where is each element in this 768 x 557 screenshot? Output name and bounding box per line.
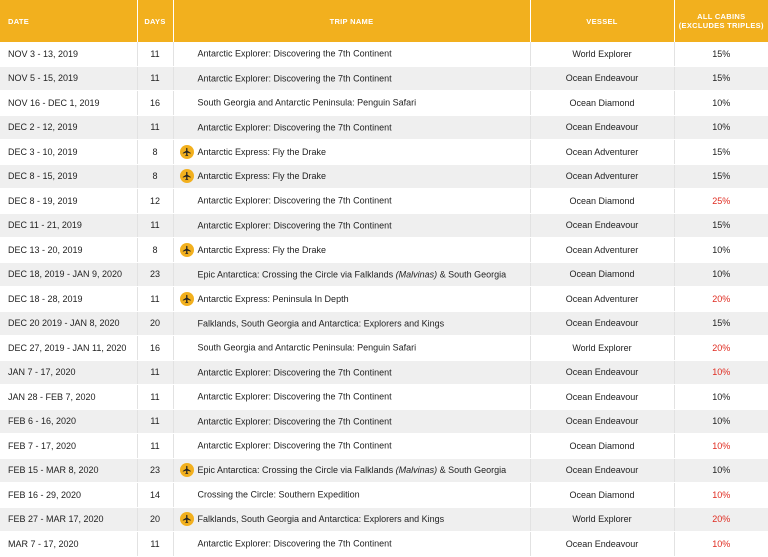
trip-name: Antarctic Explorer: Discovering the 7th Continent (197, 367, 392, 378)
trip-cell (173, 91, 530, 116)
trip-name: Antarctic Explorer: Discovering the 7th Continent (197, 220, 392, 231)
vessel-cell: Ocean Adventurer (530, 164, 674, 189)
table-row (0, 532, 768, 557)
days-cell: 20 (137, 311, 173, 336)
date-cell: DEC 27, 2019 - JAN 11, 2020 (0, 336, 137, 361)
table-row (0, 213, 768, 238)
airplane-icon (180, 243, 194, 257)
days-cell: 11 (137, 385, 173, 410)
trip-name (198, 270, 507, 280)
trip-name-header: TRIP NAME (173, 0, 530, 42)
cabins-header-line2: (EXCLUDES TRIPLES) (678, 21, 764, 30)
discount-cell: 15% (674, 42, 768, 66)
vessel-cell: Ocean Endeavour (530, 458, 674, 483)
trip-name-part: & South Georgia (437, 269, 507, 280)
discount-cell: 10% (674, 409, 768, 434)
trip-cell (173, 287, 530, 312)
date-cell: DEC 13 - 20, 2019 (0, 238, 137, 263)
date-cell: JAN 7 - 17, 2020 (0, 360, 137, 385)
trip-cell (173, 360, 530, 385)
trip-cell (173, 385, 530, 410)
cabins-header-line1: ALL CABINS (697, 12, 746, 21)
vessel-cell: Ocean Diamond (530, 189, 674, 214)
trip-name-part: & South Georgia (437, 465, 507, 476)
icon-slot (176, 463, 198, 477)
date-cell: DEC 2 - 12, 2019 (0, 115, 137, 140)
vessel-cell: Ocean Diamond (530, 262, 674, 287)
trip-cell (173, 238, 530, 263)
header-row (0, 0, 768, 42)
table-row (0, 189, 768, 214)
table-row (0, 385, 768, 410)
vessel-cell: Ocean Diamond (530, 483, 674, 508)
trip-name: Antarctic Express: Fly the Drake (197, 244, 327, 255)
vessel-cell: Ocean Endeavour (530, 311, 674, 336)
discount-cell: 10% (674, 532, 768, 557)
table-row (0, 483, 768, 508)
table-row (0, 409, 768, 434)
discount-cell: 10% (674, 360, 768, 385)
discount-cell: 10% (674, 385, 768, 410)
table-row (0, 287, 768, 312)
discount-cell: 20% (674, 287, 768, 312)
days-cell: 23 (137, 458, 173, 483)
vessel-cell: Ocean Endeavour (530, 213, 674, 238)
date-cell: FEB 6 - 16, 2020 (0, 409, 137, 434)
table-row (0, 238, 768, 263)
days-cell: 23 (137, 262, 173, 287)
trip-name-part: Epic Antarctica: Crossing the Circle via Falklands (197, 269, 396, 280)
trip-name: Falklands, South Georgia and Antarctica: Explorers and Kings (197, 514, 445, 525)
vessel-cell: Ocean Adventurer (530, 287, 674, 312)
date-cell: DEC 8 - 15, 2019 (0, 164, 137, 189)
date-cell: JAN 28 - FEB 7, 2020 (0, 385, 137, 410)
trip-name: Antarctic Explorer: Discovering the 7th Continent (197, 416, 392, 427)
trip-name-part: Epic Antarctica: Crossing the Circle via Falklands (197, 465, 396, 476)
trip-cell (173, 164, 530, 189)
days-cell: 11 (137, 213, 173, 238)
table-row (0, 140, 768, 165)
trip-cell (173, 66, 530, 91)
trip-cell (173, 189, 530, 214)
discount-cell: 15% (674, 311, 768, 336)
days-cell: 20 (137, 507, 173, 532)
discount-cell: 15% (674, 164, 768, 189)
days-cell: 11 (137, 434, 173, 459)
discount-cell: 10% (674, 434, 768, 459)
date-cell: FEB 27 - MAR 17, 2020 (0, 507, 137, 532)
trip-name: Antarctic Explorer: Discovering the 7th Continent (197, 49, 392, 60)
table-row (0, 360, 768, 385)
table-row (0, 164, 768, 189)
table-row (0, 42, 768, 66)
trip-name (198, 465, 507, 475)
trip-name: Antarctic Explorer: Discovering the 7th Continent (197, 196, 392, 207)
table-row (0, 434, 768, 459)
date-cell: DEC 20 2019 - JAN 8, 2020 (0, 311, 137, 336)
date-cell: DEC 18, 2019 - JAN 9, 2020 (0, 262, 137, 287)
trip-name: Antarctic Explorer: Discovering the 7th Continent (197, 392, 392, 403)
days-cell: 16 (137, 91, 173, 116)
trip-cell (173, 213, 530, 238)
table-row (0, 458, 768, 483)
trip-name: Antarctic Express: Fly the Drake (197, 146, 327, 157)
trip-cell (173, 409, 530, 434)
icon-slot (176, 145, 198, 159)
date-cell: DEC 11 - 21, 2019 (0, 213, 137, 238)
vessel-cell: Ocean Diamond (530, 434, 674, 459)
date-cell: FEB 15 - MAR 8, 2020 (0, 458, 137, 483)
date-cell: DEC 18 - 28, 2019 (0, 287, 137, 312)
airplane-icon (180, 463, 194, 477)
trip-name-italic: (Malvinas) (395, 269, 438, 280)
airplane-icon (180, 169, 194, 183)
trip-cell (173, 532, 530, 557)
vessel-cell: Ocean Endeavour (530, 66, 674, 91)
vessel-cell: World Explorer (530, 42, 674, 66)
discount-cell: 10% (674, 483, 768, 508)
vessel-cell: World Explorer (530, 336, 674, 361)
trip-cell (173, 483, 530, 508)
table-row (0, 91, 768, 116)
trip-cell (173, 140, 530, 165)
discount-cell: 25% (674, 189, 768, 214)
days-cell: 11 (137, 409, 173, 434)
vessel-cell: Ocean Diamond (530, 91, 674, 116)
date-cell: DEC 8 - 19, 2019 (0, 189, 137, 214)
vessel-cell: World Explorer (530, 507, 674, 532)
vessel-header: VESSEL (530, 0, 674, 42)
icon-slot (176, 512, 198, 526)
date-cell: MAR 7 - 17, 2020 (0, 532, 137, 557)
trip-name: South Georgia and Antarctic Peninsula: Penguin Safari (197, 98, 417, 109)
vessel-cell: Ocean Adventurer (530, 238, 674, 263)
trip-cell (173, 507, 530, 532)
table-row (0, 66, 768, 91)
airplane-icon (180, 145, 194, 159)
discount-cell: 15% (674, 140, 768, 165)
date-cell: FEB 16 - 29, 2020 (0, 483, 137, 508)
table-row (0, 507, 768, 532)
airplane-icon (180, 292, 194, 306)
icon-slot (176, 292, 198, 306)
trip-cell (173, 115, 530, 140)
days-cell: 8 (137, 238, 173, 263)
days-cell: 11 (137, 66, 173, 91)
trip-name: Antarctic Explorer: Discovering the 7th Continent (197, 441, 392, 452)
table-row (0, 311, 768, 336)
days-cell: 12 (137, 189, 173, 214)
trip-cell (173, 262, 530, 287)
cabins-header (674, 0, 768, 42)
days-cell: 11 (137, 532, 173, 557)
trip-name: Falklands, South Georgia and Antarctica: Explorers and Kings (197, 318, 445, 329)
trip-name: Antarctic Express: Peninsula In Depth (197, 293, 349, 304)
airplane-icon (180, 512, 194, 526)
vessel-cell: Ocean Endeavour (530, 532, 674, 557)
table-row (0, 115, 768, 140)
days-header: DAYS (137, 0, 173, 42)
discount-cell: 10% (674, 91, 768, 116)
vessel-cell: Ocean Endeavour (530, 409, 674, 434)
discount-cell: 10% (674, 458, 768, 483)
table-row (0, 262, 768, 287)
table-body (0, 42, 768, 556)
trip-name: Crossing the Circle: Southern Expedition (197, 490, 360, 501)
days-cell: 14 (137, 483, 173, 508)
date-cell: NOV 5 - 15, 2019 (0, 66, 137, 91)
date-header: DATE (0, 0, 137, 42)
days-cell: 11 (137, 360, 173, 385)
discount-cell: 20% (674, 507, 768, 532)
date-cell: DEC 3 - 10, 2019 (0, 140, 137, 165)
date-cell: FEB 7 - 17, 2020 (0, 434, 137, 459)
trip-name: Antarctic Explorer: Discovering the 7th Continent (197, 73, 392, 84)
date-cell: NOV 16 - DEC 1, 2019 (0, 91, 137, 116)
trip-cell (173, 336, 530, 361)
discount-cell: 10% (674, 238, 768, 263)
vessel-cell: Ocean Adventurer (530, 140, 674, 165)
icon-slot (176, 243, 198, 257)
discount-cell: 15% (674, 66, 768, 91)
discount-cell: 15% (674, 213, 768, 238)
trip-cell (173, 311, 530, 336)
vessel-cell: Ocean Endeavour (530, 115, 674, 140)
vessel-cell: Ocean Endeavour (530, 360, 674, 385)
trip-name: Antarctic Explorer: Discovering the 7th Continent (197, 122, 392, 133)
days-cell: 11 (137, 42, 173, 66)
trip-cell (173, 434, 530, 459)
discount-cell: 10% (674, 115, 768, 140)
vessel-cell: Ocean Endeavour (530, 385, 674, 410)
days-cell: 8 (137, 164, 173, 189)
trip-name: South Georgia and Antarctic Peninsula: Penguin Safari (197, 343, 417, 354)
trip-cell (173, 42, 530, 66)
trip-name: Antarctic Express: Fly the Drake (197, 171, 327, 182)
trip-name: Antarctic Explorer: Discovering the 7th Continent (197, 539, 392, 550)
date-cell: NOV 3 - 13, 2019 (0, 42, 137, 66)
trip-name-italic: (Malvinas) (395, 465, 438, 476)
days-cell: 11 (137, 287, 173, 312)
days-cell: 8 (137, 140, 173, 165)
table-row (0, 336, 768, 361)
icon-slot (176, 169, 198, 183)
days-cell: 16 (137, 336, 173, 361)
discount-cell: 10% (674, 262, 768, 287)
trip-cell (173, 458, 530, 483)
days-cell: 11 (137, 115, 173, 140)
discount-cell: 20% (674, 336, 768, 361)
